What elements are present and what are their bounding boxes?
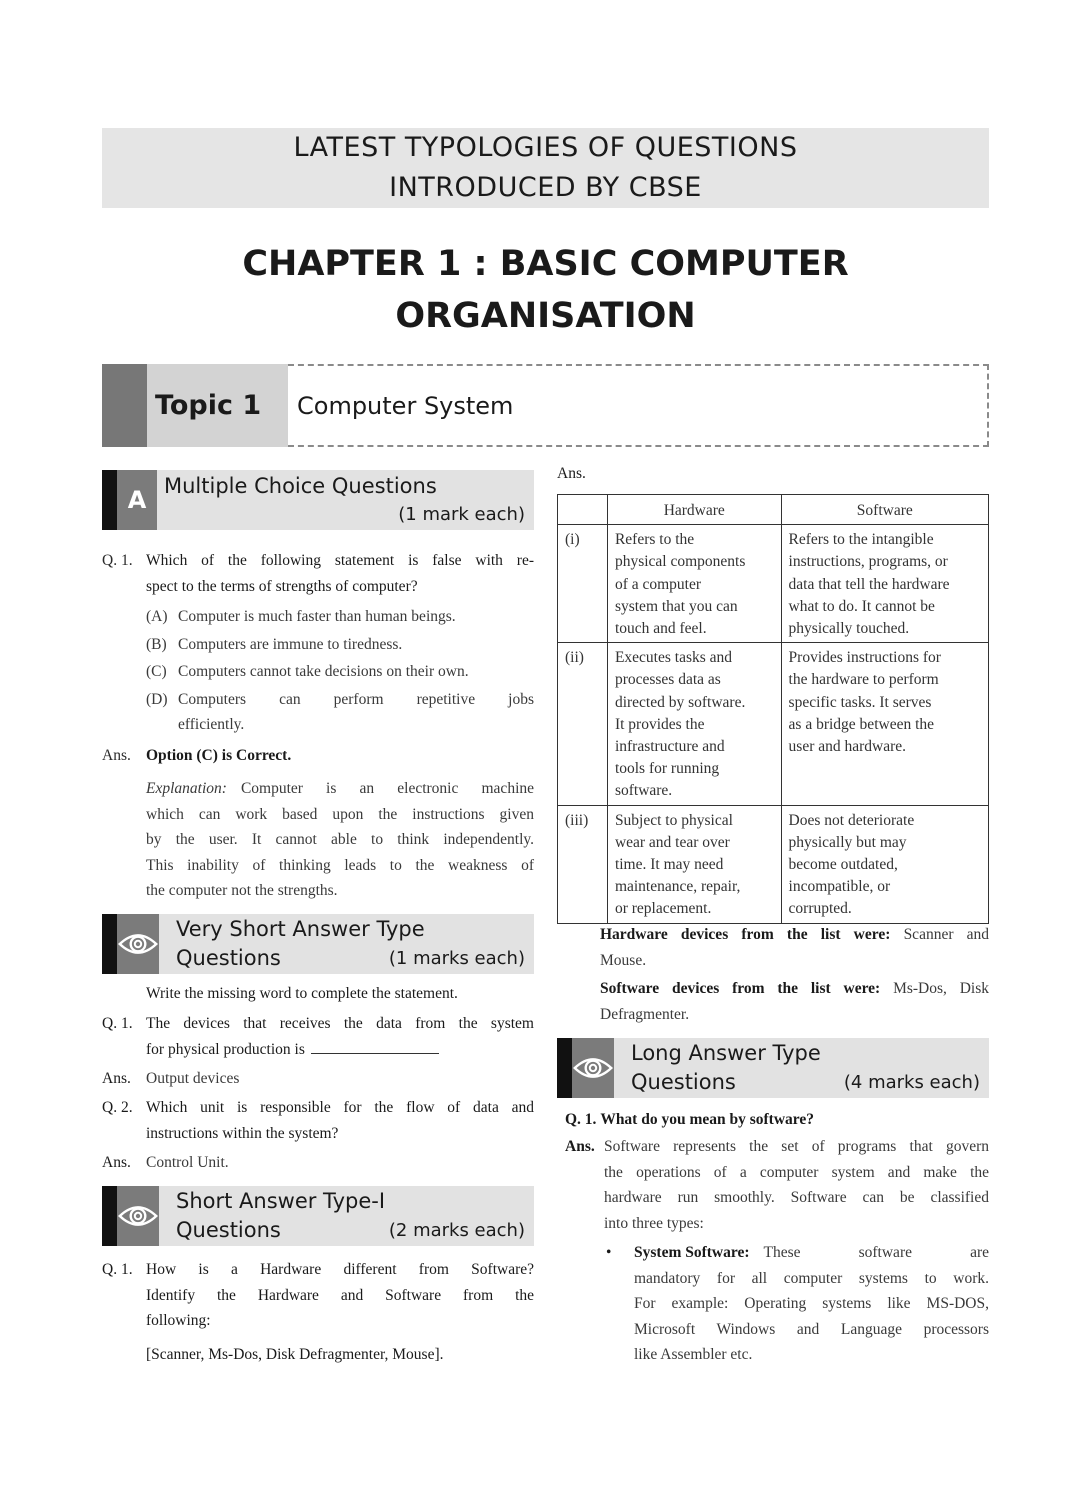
bullet-line: Microsoft Windows and Language processors	[634, 1320, 989, 1338]
q-num: Q. 1.	[565, 1111, 597, 1128]
cell-line: the hardware to perform	[788, 671, 939, 689]
mcq-explanation	[146, 776, 534, 904]
answer-line: into three types:	[604, 1214, 704, 1232]
vsa-q2-text	[146, 1095, 534, 1146]
cell-line: It provides the	[614, 715, 705, 733]
cell-line: system that you can	[614, 597, 738, 615]
software-cell	[781, 805, 988, 923]
banner-line-2: INTRODUCED BY CBSE	[389, 172, 702, 203]
cell-line: processes data as	[614, 671, 721, 689]
header-software: Software	[781, 495, 988, 525]
summary-line: Defragmenter.	[600, 1005, 690, 1023]
section-marks: (2 marks each)	[388, 1220, 525, 1241]
hardware-cell	[607, 805, 781, 923]
cell-line: wear and tear over	[614, 833, 730, 851]
header-accent-bar	[102, 914, 117, 974]
table-answer-label: Ans.	[557, 465, 586, 482]
cell-line: infrastructure and	[614, 738, 725, 756]
option-text: Computers can perform repetitive jobs	[178, 690, 534, 708]
summary-line	[600, 976, 989, 1002]
cell-line: of a computer	[614, 575, 702, 593]
section-marks: (4 marks each)	[843, 1072, 980, 1093]
vsa-section-header	[102, 914, 534, 974]
sa1-section-header	[102, 1186, 534, 1246]
cell-line: maintenance, repair,	[614, 878, 741, 896]
answer-label: Ans.	[102, 747, 131, 764]
bullet-line	[634, 1240, 989, 1266]
summary-label: Hardware devices from the list were:	[600, 926, 891, 943]
mcq-question-number	[102, 548, 133, 574]
bullet-marker: •	[606, 1244, 612, 1261]
q-text: What do you mean by software?	[600, 1111, 815, 1128]
section-title: Short Answer Type-I	[176, 1189, 386, 1213]
topic-label: Topic 1	[147, 364, 288, 447]
q-line: The devices that receives the data from the system	[146, 1015, 534, 1032]
cell-line: Does not deteriorate	[788, 811, 915, 829]
vsa-q2-number: Q. 2.	[102, 1099, 133, 1116]
vsa-instruction: Write the missing word to complete the statement.	[146, 985, 458, 1002]
option-text: Computers cannot take decisions on their own.	[178, 663, 469, 680]
la-answer-label: Ans.	[565, 1138, 595, 1155]
cell-line: tools for running	[614, 760, 720, 778]
cell-line: directed by software.	[614, 693, 746, 711]
eye-icon	[117, 1186, 159, 1246]
chapter-title-line-2: ORGANISATION	[395, 296, 696, 336]
vsa-a1	[102, 1066, 239, 1092]
row-num: (i)	[558, 525, 608, 643]
answer-line: hardware run smoothly. Software can be classified	[604, 1189, 989, 1206]
cell-line: Executes tasks and	[614, 649, 733, 667]
answer-text: Option (C) is Correct.	[146, 747, 292, 764]
hardware-devices-summary	[600, 922, 989, 973]
header-accent-bar	[557, 1038, 572, 1098]
mcq-answer	[102, 743, 291, 769]
option-c	[146, 658, 534, 686]
bullet-line: mandatory for all computer systems to work.	[634, 1269, 989, 1287]
explanation-label: Explanation:	[146, 780, 227, 797]
bullet-first: These software are	[763, 1244, 989, 1261]
cell-line: corrupted.	[788, 900, 852, 918]
section-marks: (1 marks each)	[388, 948, 525, 969]
option-key: (A)	[146, 608, 168, 625]
q-list: [Scanner, Ms-Dos, Disk Defragmenter, Mouse].	[146, 1345, 444, 1363]
q-line: Identify the Hardware and Software from the	[146, 1286, 534, 1304]
section-title-2: Questions	[631, 1070, 736, 1094]
cell-line: Refers to the intangible	[788, 531, 934, 549]
chapter-title	[102, 238, 989, 342]
option-key: (D)	[146, 690, 168, 708]
answer-label: Ans.	[102, 1070, 131, 1087]
vsa-a2	[102, 1150, 229, 1176]
row-num: (ii)	[558, 643, 608, 805]
la-bullet-system-software	[634, 1240, 989, 1368]
software-devices-summary	[600, 976, 989, 1027]
section-title-2: Questions	[176, 1218, 281, 1242]
q-line: following:	[146, 1312, 211, 1329]
explanation-line: which can work based upon the instructions given	[146, 805, 534, 823]
cell-line: specific tasks. It serves	[788, 693, 932, 711]
la-question	[565, 1107, 814, 1133]
cell-line: physical components	[614, 553, 746, 571]
topic-title: Computer System	[288, 364, 989, 447]
answer-line: the operations of a computer system and make the	[604, 1163, 989, 1181]
chapter-title-line-1: CHAPTER 1 : BASIC COMPUTER	[242, 244, 849, 284]
q-line	[146, 1037, 534, 1063]
banner-line-1: LATEST TYPOLOGIES OF QUESTIONS	[293, 132, 798, 163]
bullet-label: System Software:	[634, 1244, 750, 1261]
option-b	[146, 631, 534, 659]
option-text: Computer is much faster than human beings.	[178, 608, 456, 625]
q-line: Which unit is responsible for the flow of data and	[146, 1099, 534, 1116]
table-header-row	[558, 495, 989, 525]
table-row	[558, 643, 989, 805]
explanation-text: Computer is an electronic machine	[240, 780, 534, 797]
table-row	[558, 525, 989, 643]
la-section-header	[557, 1038, 989, 1098]
cell-line: Provides instructions for	[788, 649, 941, 667]
q-line: spect to the terms of strengths of computer?	[146, 577, 418, 595]
answer-text: Control Unit.	[146, 1154, 229, 1171]
cell-line: physically but may	[788, 833, 907, 851]
eye-icon	[117, 914, 159, 974]
cell-line: time. It may need	[614, 856, 724, 874]
section-title: Very Short Answer Type	[176, 917, 425, 941]
answer-label: Ans.	[102, 1154, 131, 1171]
row-num: (iii)	[558, 805, 608, 923]
mcq-question-text	[146, 548, 534, 599]
answer-line: Software represents the set of programs that govern	[604, 1138, 989, 1155]
cell-line: become outdated,	[788, 856, 898, 874]
section-title: Multiple Choice Questions	[164, 474, 437, 498]
cell-line: Subject to physical	[614, 811, 733, 829]
la-answer-text	[604, 1134, 989, 1236]
option-key: (B)	[146, 635, 167, 653]
cell-line: as a bridge between the	[788, 715, 935, 733]
cell-line: physically touched.	[788, 620, 910, 638]
summary-label: Software devices from the list were:	[600, 980, 881, 997]
summary-line: Mouse.	[600, 951, 647, 969]
explanation-line: This inability of thinking leads to the weakness of	[146, 856, 534, 874]
summary-text: Scanner and	[903, 926, 990, 943]
option-text: Computers are immune to tiredness.	[178, 635, 403, 653]
cell-line: instructions, programs, or	[788, 553, 948, 571]
option-a	[146, 603, 534, 631]
option-d-continued: efficiently.	[178, 716, 245, 733]
header-num	[558, 495, 608, 525]
section-badge: A	[117, 470, 157, 530]
cell-line: Refers to the	[614, 531, 695, 549]
header-accent-bar	[102, 470, 117, 530]
option-key: (C)	[146, 663, 167, 680]
cell-line: touch and feel.	[614, 620, 707, 638]
header-hardware: Hardware	[607, 495, 781, 525]
blank-line	[311, 1037, 439, 1054]
cell-line: incompatible, or	[788, 878, 891, 896]
q-line-text: for physical production is	[146, 1040, 305, 1058]
hardware-cell	[607, 643, 781, 805]
eye-icon	[572, 1038, 614, 1098]
cell-line: or replacement.	[614, 900, 712, 918]
sa1-q-number: Q. 1.	[102, 1261, 133, 1278]
cell-line: software.	[614, 782, 673, 800]
software-cell	[781, 643, 988, 805]
cell-line: user and hardware.	[788, 738, 907, 756]
mcq-options	[146, 603, 534, 737]
q-line: How is a Hardware different from Software?	[146, 1261, 534, 1278]
q-line: Which of the following statement is false with re-	[146, 552, 534, 569]
section-marks: (1 mark each)	[398, 504, 525, 525]
vsa-q1-text	[146, 1011, 534, 1062]
cell-line: what to do. It cannot be	[788, 597, 935, 615]
hardware-cell	[607, 525, 781, 643]
explanation-line: the computer not the strengths.	[146, 882, 338, 899]
summary-line	[600, 922, 989, 948]
table-row	[558, 805, 989, 923]
bullet-line: like Assembler etc.	[634, 1346, 753, 1363]
explanation-line: by the user. It cannot able to think independently.	[146, 831, 534, 848]
section-title-2: Questions	[176, 946, 281, 970]
cell-line: data that tell the hardware	[788, 575, 950, 593]
option-d	[146, 686, 534, 714]
q-num: Q. 1.	[102, 552, 133, 569]
vsa-q1-number: Q. 1.	[102, 1015, 133, 1032]
answer-text: Output devices	[146, 1070, 240, 1087]
header-banner	[102, 128, 989, 208]
q-line: instructions within the system?	[146, 1124, 339, 1142]
bullet-line: For example: Operating systems like MS-DOS,	[634, 1295, 989, 1312]
section-title: Long Answer Type	[631, 1041, 821, 1065]
summary-text: Ms-Dos, Disk	[893, 980, 990, 997]
sa1-q-text	[146, 1257, 534, 1367]
software-cell	[781, 525, 988, 643]
hardware-software-table	[557, 494, 989, 924]
header-accent-bar	[102, 1186, 117, 1246]
topic-accent-bar	[102, 364, 147, 447]
explanation-line	[146, 776, 534, 802]
mcq-section-header	[102, 470, 534, 530]
